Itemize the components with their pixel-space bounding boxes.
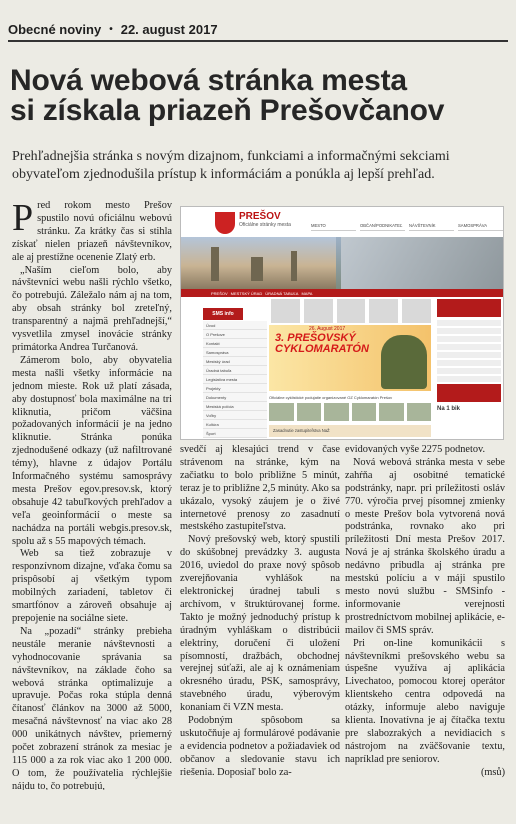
- site-menu-item: MESTSKÝ ÚRAD: [230, 290, 263, 296]
- article-paragraph: evidovaných vyše 2275 podnetov.: [345, 444, 486, 455]
- site-sidebar-item: Úvod: [203, 321, 267, 330]
- weather-widget: Na 1 bik: [437, 406, 461, 412]
- site-sidebar-item: Mestský úrad: [203, 357, 267, 366]
- masthead-separator: •: [109, 23, 113, 35]
- website-screenshot-figure: [180, 206, 504, 440]
- site-right-column: [437, 299, 501, 439]
- article-paragraph: svedčí aj klesajúci trend v čase strávenom na stránke, kým na začiatku to bolo približne 5 minút, teraz je to približne 2,5 minúty. Ako sa ukázalo, vysoký záujem je o živé internetové prenosy zo zasadnutí mestského zastupiteľstva.: [180, 444, 340, 533]
- article-paragraph: [12, 200, 172, 265]
- site-nav: [311, 223, 503, 231]
- site-menu-item: MAPA: [301, 290, 313, 296]
- site-nav-item: NÁVŠTEVNÍK: [409, 223, 454, 231]
- sms-info-badge: SMS info: [203, 308, 243, 320]
- author-signature: (msů): [480, 766, 505, 778]
- site-nav-item: SAMOSPRÁVA: [458, 223, 503, 231]
- article-paragraph: Nová webová stránka mesta v sebe zahŕňa aj osobitné tematické podstránky, napr. pri príležitosti osláv 770. výročia prvej písomnej zmienky o meste Prešov bola vytvorená nová podstránka, rovnako ako pri príležitosti Dní mesta Prešov 2017. Nová je aj stránka školského úradu a nedávno pribudla aj stránka pre mestskú políciu a v máji spustilo mesto novú službu - SMSinfo - informovanie verejnosti prostredníctvom mobilnej aplikácie, e-mailov či SMS správ.: [345, 456, 505, 636]
- site-menu-item: ÚRADNÁ TABUĽA: [265, 290, 299, 296]
- article-lead: Prehľadnejšia stránka s novým dizajnom, funkciami a informačnými sekciami obyvateľom zjednodušila prístup k informáciám a ponúkla aj lepší prehľad.: [12, 149, 450, 182]
- article-paragraph: Web sa tiež zobrazuje v responzívnom dizajne, vďaka čomu sa prispôsobí aj všetkým typom mobilných zariadení, tabletov či smartfónov a zároveň obsahuje aj prepojenie na sociálne siete.: [12, 548, 172, 624]
- article-paragraph: Podobným spôsobom sa uskutočňuje aj formulárové podávanie a evidencia podnetov a požiadaviek od občanov a sledovanie stavu ich riešenia. Doposiaľ bolo za-: [180, 715, 340, 778]
- drop-cap: P: [12, 200, 34, 239]
- article-column-1: [12, 200, 172, 790]
- site-sidebar-item: Projekty: [203, 384, 267, 393]
- article-paragraph: „Naším cieľom bolo, aby návštevníci webu našli rýchlo všetko, čo potrebujú. Záležalo nám aj na tom, aby obsah stránky bol zreteľný, transparentný a najmä prehľadnejší,“ vysvetlila zmysel inovácie stránky primátorka Andrea Turčanová.: [12, 264, 172, 353]
- site-logo-text: PREŠOV: [239, 211, 281, 222]
- article-paragraph: Zámerom bolo, aby obyvatelia mesta našli všetky informácie na jednom mieste. Rok už platí zásada, aby dostupnosť bola maximálne na tri kliknutia, pričom väčšina požadovaných informácií je na jedno kliknutie. Stránka ponúka zjednodušené odkazy (už nafiltrované témy), hlavne z údajov Portálu Informačného systému samosprávy mesta Prešov egov.presov.sk, ktorý obsahuje 42 tabuľkových prehľadov a veľa geoinformácií o meste sa nachádza na portáli webgis.presov.sk, spolu až s 55 mapových témach.: [12, 354, 172, 547]
- site-sidebar-item: Dokumenty: [203, 393, 267, 402]
- site-sidebar-item: Voľby: [203, 411, 267, 420]
- article-paragraph: Na „pozadí“ stránky prebieha neustále meranie návštevnosti a vyhodnocovanie správania sa návštevníkov, na základe čoho sa webová stránka optimalizuje a upravuje. Počas roka stúpla denná čítanosť článkov na 3000 až 5000, mesačná návštevnosť na viac ako 28 000 unikátnych návštev, priemerný počet zobrazení stránok za mesiac je 115 000 a za rok viac ako 1 200 000. O tom, že používatelia rýchlejšie nájdu to, čo potrebujú,: [12, 625, 172, 790]
- site-footer-link: Zasadnutie zastupiteľstva NaŽ: [269, 425, 431, 437]
- newspaper-name: Obecné noviny: [8, 21, 102, 37]
- paragraph-text: red rokom mesto Prešov spustilo novú oficiálnu webovú stránku. Za krátky čas si stihla získať nielen priazeň návštevníkov, ale aj prestížne ocenenie Zlatý erb.: [12, 200, 172, 263]
- headline-line-1: Nová webová stránka mesta: [10, 64, 407, 97]
- marathon-title: 3. PREŠOVSKÝ CYKLOMARATÓN: [275, 332, 369, 355]
- site-menu-bar: [181, 289, 504, 297]
- site-menu-item: PREŠOV: [211, 290, 228, 296]
- article-column-2: [180, 444, 340, 794]
- quick-link-icons: [271, 299, 431, 323]
- article-column-3: [345, 444, 505, 794]
- site-nav-item: MESTO: [311, 223, 356, 231]
- article-paragraph: Pri on-line komunikácii s návštevníkmi prešovského webu sa úspešne využíva aj aplikácia Livechatoo, pomocou ktorej operátor klientskeho centra odpovedá na otázky, informuje alebo naviguje klienta. Inovatívna je aj čítačka textu pre slabozrakých a nevidiacich s nástrojom na zväčšovanie textu, napríklad pre seniorov.: [345, 637, 505, 765]
- promo-banner: [437, 299, 501, 317]
- site-sidebar-item: Legislatíva mesta: [203, 375, 267, 384]
- article-headline: [10, 66, 510, 126]
- site-sidebar-item: Kontakt: [203, 339, 267, 348]
- masthead: [8, 18, 508, 42]
- promo-banner-2: [437, 384, 501, 402]
- site-header: [181, 207, 504, 237]
- issue-date: 22. august 2017: [120, 21, 218, 37]
- site-sidebar-item: O Prešove: [203, 330, 267, 339]
- city-panorama-image: [181, 237, 336, 289]
- site-sidebar-item: Samospráva: [203, 348, 267, 357]
- site-subtitle: Oficiálne stránky mesta: [239, 222, 291, 228]
- site-banner-image: [181, 237, 504, 289]
- site-sidebar-item: Kultúra: [203, 420, 267, 429]
- city-crest-icon: [215, 212, 235, 234]
- site-sidebar-item: Úradná tabuľa: [203, 366, 267, 375]
- article-paragraph: Nový prešovský web, ktorý spustili do skúšobnej prevádzky 3. augusta 2016, uviedol do praxe nový spôsob zverejňovania vyhlášok na elektronickej úradnej tabuli s archívom, v štruktúrovanej forme. Takto je možný jednoduchý prístup k úradným vyhláškam o distribúcii elektriny, doručení či uložení písomností, dražbách, obchodnej verejnej súťaži, ale aj k oznámeniam okresného úradu, PSK, samosprávy, stavebného úradu, výberovým konaniam či VZN mesta.: [180, 534, 340, 714]
- cyclist-image: [381, 335, 427, 389]
- site-sidebar-item: Mestská polícia: [203, 402, 267, 411]
- headline-line-2: si získala priazeň Prešovčanov: [10, 94, 445, 127]
- marathon-banner: [269, 325, 431, 391]
- site-sidebar-item: Šport: [203, 429, 267, 438]
- site-nav-item: OBČAN/PODNIKATEĽ: [360, 223, 405, 231]
- banner-caption: Oficiálne cyklistické podujatie organizované OZ Cyklomaratón Prešov: [269, 395, 393, 400]
- news-thumbnails: [269, 403, 431, 421]
- site-sidebar: [203, 321, 267, 437]
- banner-photo: [341, 237, 504, 289]
- marathon-date: 26. August 2017: [309, 326, 346, 332]
